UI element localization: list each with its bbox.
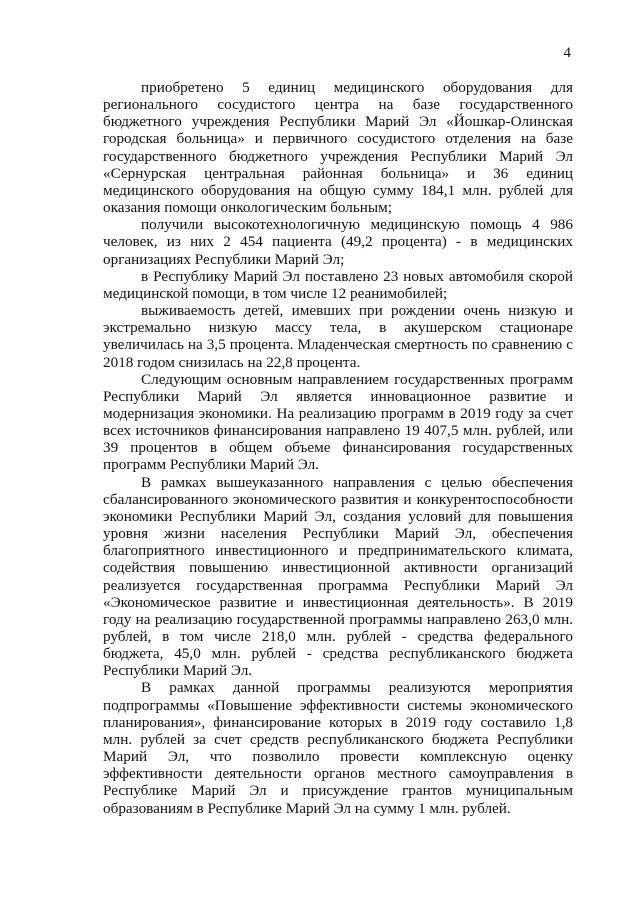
paragraph-high-tech-care: получили высокотехнологичную медицинскую помощь 4 986 человек, из них 2 454 пациента (49,2 процента) - в медицинских организациях Республики Марий Эл; (103, 216, 573, 268)
document-body (103, 79, 573, 817)
paragraph-infant-survival: выживаемость детей, имевших при рождении очень низкую и экстремально низкую массу тела, в акушерском стационаре увеличилась на 3,5 процента. Младенческая смертность по сравнению с 2018 годом снизилась на 22,8 процента. (103, 302, 573, 371)
paragraph-subprogram: В рамках данной программы реализуются мероприятия подпрограммы «Повышение эффективности системы экономического планирования», финансирование которых в 2019 году составило 1,8 млн. рублей за счет средств республиканского бюджета Республики Марий Эл, что позволило провести комплексную оценку эффективности деятельности органов местного самоуправления в Республике Марий Эл и присуждение грантов муниципальным образованиям в Республике Марий Эл на сумму 1 млн. рублей. (103, 679, 573, 817)
paragraph-ambulances: в Республику Марий Эл поставлено 23 новых автомобиля скорой медицинской помощи, в том числе 12 реанимобилей; (103, 267, 573, 302)
paragraph-innovation-direction: Следующим основным направлением государственных программ Республики Марий Эл является инновационное развитие и модернизация экономики. На реализацию программ в 2019 году за счет всех источников финансирования направлено 19 407,5 млн. рублей, или 39 процентов в общем объеме финансирования государственных программ Республики Марий Эл. (103, 370, 573, 474)
paragraph-equipment: приобретено 5 единиц медицинского оборудования для регионального сосудистого центра на базе государственного бюджетного учреждения Республики Марий Эл «Йошкар-Олинская городская больница» и первичного сосудистого отделения на базе государственного бюджетного учреждения Республики Марий Эл «Сернурская центральная районная больница» и 36 единиц медицинского оборудования на общую сумму 184,1 млн. рублей для оказания помощи онкологическим больным; (103, 79, 573, 217)
paragraph-economic-program: В рамках вышеуказанного направления с целью обеспечения сбалансированного экономического развития и конкурентоспособности экономики Республики Марий Эл, создания условий для повышения уровня жизни населения Республики Марий Эл, обеспечения благоприятного инвестиционного и предпринимательского климата, содействия повышению инвестиционной активности организаций реализуется государственная программа Республики Марий Эл «Экономическое развитие и инвестиционная деятельность». В 2019 году на реализацию государственной программы направлено 263,0 млн. рублей, в том числе 218,0 млн. рублей - средства федерального бюджета, 45,0 млн. рублей - средства республиканского бюджета Республики Марий Эл. (103, 473, 573, 680)
page-number: 4 (563, 45, 571, 61)
